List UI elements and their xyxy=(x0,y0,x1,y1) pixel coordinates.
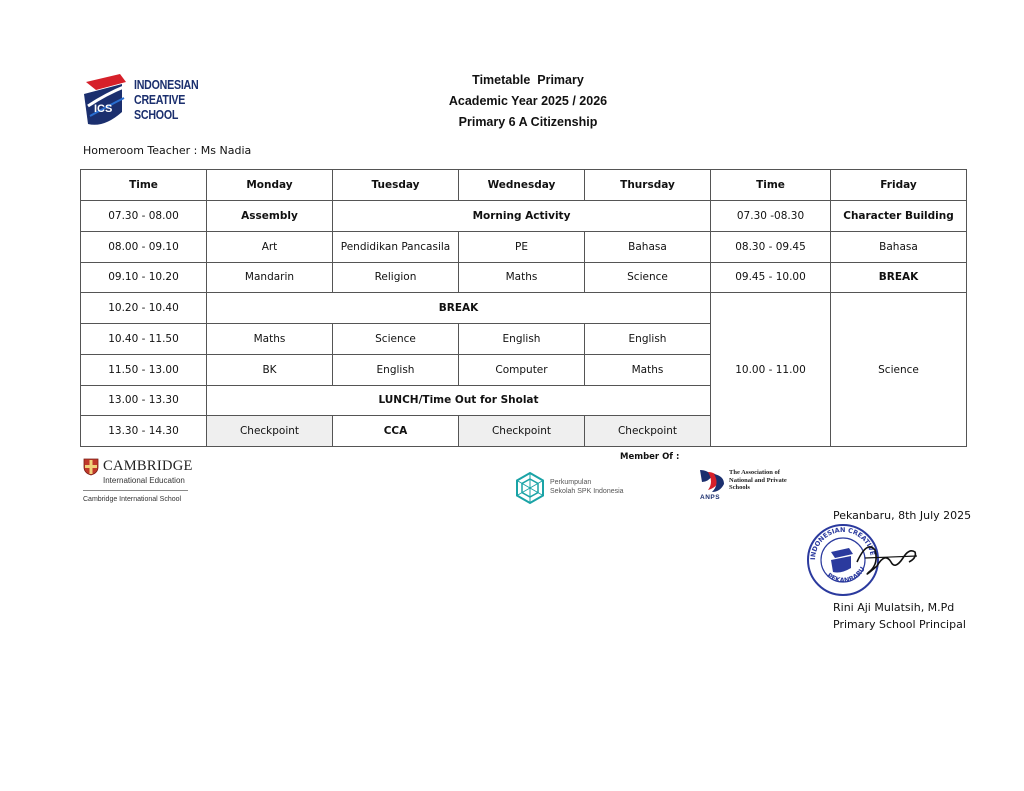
cell-monday: Checkpoint xyxy=(207,416,333,447)
table-row xyxy=(81,293,967,324)
col-header-time: Time xyxy=(81,170,207,201)
cell-span-activity: Morning Activity xyxy=(333,201,711,232)
col-header-monday: Monday xyxy=(207,170,333,201)
friday-time-cell: 10.00 - 11.00 xyxy=(711,293,831,447)
anps-name-line1: The Association of xyxy=(729,469,780,476)
header-academic-year: Academic Year 2025 / 2026 xyxy=(448,94,608,108)
cell-monday: Maths xyxy=(207,324,333,355)
time-cell: 07.30 - 08.00 xyxy=(81,201,207,232)
cell-monday: BK xyxy=(207,354,333,385)
friday-time-cell: 07.30 -08.30 xyxy=(711,201,831,232)
anps-acronym: ANPS xyxy=(700,494,721,501)
header-title: Timetable Primary xyxy=(472,73,584,87)
school-name-line3: SCHOOL xyxy=(134,107,179,122)
col-header-wednesday: Wednesday xyxy=(459,170,585,201)
time-cell: 08.00 - 09.10 xyxy=(81,231,207,262)
anps-emblem-icon xyxy=(698,468,726,494)
stamp-top-text: INDONESIAN CREATIVE xyxy=(808,525,877,561)
friday-time-cell: 09.45 - 10.00 xyxy=(711,262,831,293)
table-row xyxy=(81,262,967,293)
cambridge-divider xyxy=(83,490,188,491)
cell-thursday: Maths xyxy=(585,354,711,385)
cell-tuesday: Pendidikan Pancasila xyxy=(333,231,459,262)
cell-wednesday: PE xyxy=(459,231,585,262)
anps-logo xyxy=(698,468,808,506)
signature-date: Pekanbaru, 8th July 2025 xyxy=(833,509,972,522)
cell-span-break: BREAK xyxy=(207,293,711,324)
cambridge-school-label: Cambridge International School xyxy=(83,496,182,503)
cell-tuesday: CCA xyxy=(333,416,459,447)
cell-wednesday: Computer xyxy=(459,354,585,385)
anps-name-line3: Schools xyxy=(729,484,750,491)
cell-tuesday: Science xyxy=(333,324,459,355)
cell-wednesday: Maths xyxy=(459,262,585,293)
cell-thursday: Bahasa xyxy=(585,231,711,262)
cell-tuesday: Religion xyxy=(333,262,459,293)
timetable xyxy=(80,169,967,447)
cell-thursday: English xyxy=(585,324,711,355)
col-header-friday: Friday xyxy=(831,170,967,201)
document-header xyxy=(400,70,656,133)
cambridge-shield-icon xyxy=(83,458,99,476)
anps-name xyxy=(729,469,787,492)
spk-name-line1: Perkumpulan xyxy=(550,479,592,486)
col-header-tuesday: Tuesday xyxy=(333,170,459,201)
cambridge-logo xyxy=(83,457,213,509)
school-name xyxy=(134,77,198,122)
school-name-line1: INDONESIAN xyxy=(134,77,199,92)
cambridge-subtitle: International Education xyxy=(103,476,185,485)
school-name-line2: CREATIVE xyxy=(134,92,186,107)
cell-wednesday: English xyxy=(459,324,585,355)
stamp-bottom-text: PEKANBARU xyxy=(825,565,867,585)
cell-thursday: Checkpoint xyxy=(585,416,711,447)
time-cell: 13.00 - 13.30 xyxy=(81,385,207,416)
cell-wednesday: Checkpoint xyxy=(459,416,585,447)
school-emblem-icon xyxy=(82,72,132,128)
friday-time-cell: 08.30 - 09.45 xyxy=(711,231,831,262)
homeroom-teacher: Homeroom Teacher : Ms Nadia xyxy=(83,144,252,157)
principal-name: Rini Aji Mulatsih, M.Pd xyxy=(833,601,955,614)
time-cell: 10.20 - 10.40 xyxy=(81,293,207,324)
member-of-label: Member Of : xyxy=(620,452,680,462)
cell-monday: Mandarin xyxy=(207,262,333,293)
cambridge-wordmark: CAMBRIDGE xyxy=(103,458,193,474)
time-cell: 09.10 - 10.20 xyxy=(81,262,207,293)
header-class: Primary 6 A Citizenship xyxy=(458,115,598,129)
cell-friday: Character Building xyxy=(831,201,967,232)
time-cell: 11.50 - 13.00 xyxy=(81,354,207,385)
stamp-seal-icon xyxy=(805,522,925,598)
time-cell: 10.40 - 11.50 xyxy=(81,324,207,355)
anps-name-line2: National and Private xyxy=(729,476,787,484)
emblem-text: ICS xyxy=(94,103,113,115)
table-row xyxy=(81,201,967,232)
spk-logo xyxy=(513,470,643,506)
cell-thursday: Science xyxy=(585,262,711,293)
col-header-thursday: Thursday xyxy=(585,170,711,201)
time-cell: 13.30 - 14.30 xyxy=(81,416,207,447)
cell-tuesday: English xyxy=(333,354,459,385)
cell-friday: Science xyxy=(831,293,967,447)
school-stamp xyxy=(805,522,925,598)
principal-title: Primary School Principal xyxy=(833,618,966,631)
cell-monday: Art xyxy=(207,231,333,262)
spk-hexagon-icon xyxy=(513,471,547,505)
cell-friday: Bahasa xyxy=(831,231,967,262)
table-header-row xyxy=(81,170,967,201)
cell-span-lunch: LUNCH/Time Out for Sholat xyxy=(207,385,711,416)
spk-name xyxy=(550,478,624,496)
col-header-friday-time: Time xyxy=(711,170,831,201)
cell-monday: Assembly xyxy=(207,201,333,232)
table-row xyxy=(81,231,967,262)
cell-friday: BREAK xyxy=(831,262,967,293)
spk-name-line2: Sekolah SPK Indonesia xyxy=(550,488,624,495)
school-logo xyxy=(82,72,199,128)
